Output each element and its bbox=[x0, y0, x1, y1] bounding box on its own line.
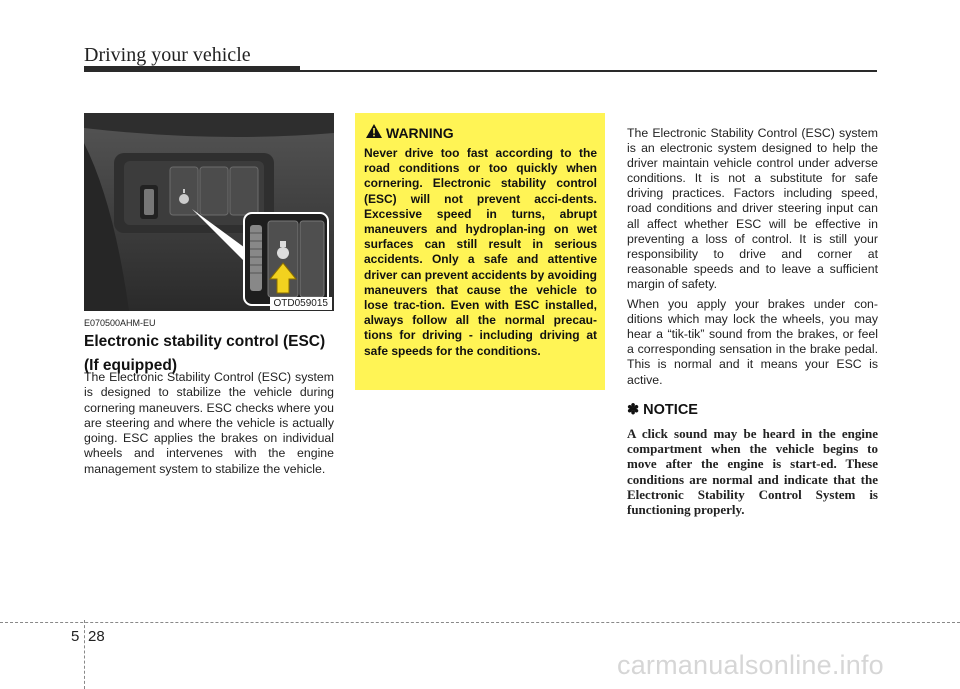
warning-triangle-icon bbox=[366, 124, 382, 138]
header-rule-thin bbox=[300, 70, 877, 72]
column3-paragraph-2: When you apply your brakes under con-ditions which may lock the wheels, you may hear a “tik-tik” sound from the brakes, or feel a corresponding sensation in the brake pedal. This is normal and it means your ESC is active. bbox=[627, 297, 878, 387]
footer-rule-vertical bbox=[84, 620, 85, 689]
page-header-title: Driving your vehicle bbox=[84, 44, 251, 66]
footer-rule-horizontal bbox=[0, 622, 960, 623]
section-body: The Electronic Stability Control (ESC) system is designed to stabilize the vehicle during cornering maneuvers. ESC checks where you are steering and where the vehicle is actually going. ESC applies the brakes on individual wheels and intervenes with the engine management system to stabilize the vehicle. bbox=[84, 370, 334, 476]
page-chapter: 5 bbox=[71, 628, 80, 645]
esc-switch-illustration bbox=[84, 113, 334, 311]
notice-text: A click sound may be heard in the engine compartment when the vehicle begins to move after the engine is start-ed. These conditions are normal and indicate that the Electronic Stability Control System is functioning properly. bbox=[627, 426, 878, 518]
column3-paragraph-1: The Electronic Stability Control (ESC) system is an electronic system designed to help the driver maintain vehicle control under adverse conditions. It is not a substitute for safe driving practices. Factors including speed, road conditions and driver steering input can all affect whether ESC will be effective in preventing a loss of control. It is still your responsibility to drive and corner at reasonable speeds and to leave a sufficient margin of safety. bbox=[627, 126, 878, 291]
section-code: E070500AHM-EU bbox=[84, 318, 156, 328]
page-number: 28 bbox=[88, 628, 105, 645]
notice-title: ✽ NOTICE bbox=[627, 402, 698, 418]
warning-title: WARNING bbox=[386, 125, 454, 141]
figure-label: OTD059015 bbox=[270, 297, 332, 310]
section-title: Electronic stability control (ESC) (If equipped) bbox=[84, 333, 326, 374]
column3-body bbox=[627, 126, 878, 393]
esc-switch-figure bbox=[84, 113, 334, 311]
header-rule-thick bbox=[84, 66, 300, 72]
warning-text: Never drive too fast according to the road conditions or too quickly when cornering. Electronic stability control (ESC) will not prevent acci-dents. Excessive speed in turns, abrupt maneuvers and hydroplan-ing on wet surfaces can still result in serious accidents. Only a safe and attentive driver can prevent accidents by avoiding maneuvers that cause the vehicle to lose trac-tion. Even with ESC installed, always follow all the normal precau-tions for driving - including driving at safe speeds for the conditions. bbox=[364, 146, 597, 358]
warning-box bbox=[355, 113, 605, 390]
watermark: carmanualsonline.info bbox=[617, 650, 884, 680]
